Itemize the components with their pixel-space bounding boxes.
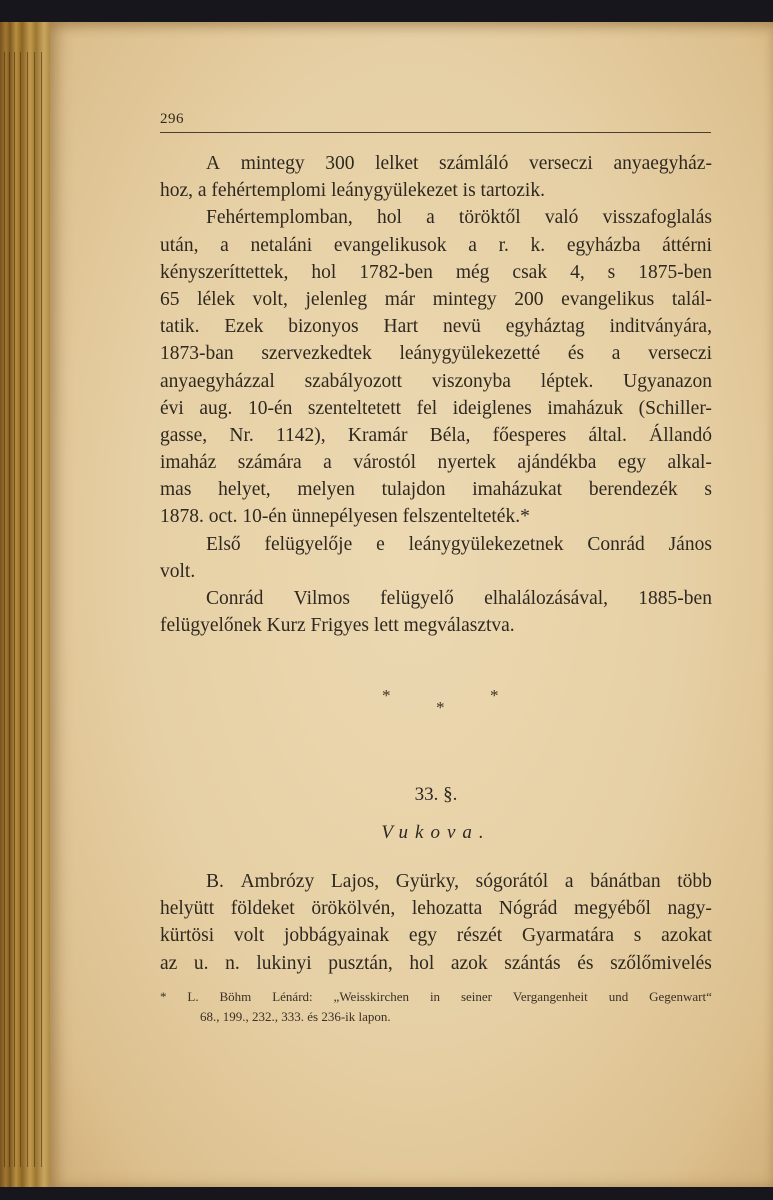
text-line: gasse, Nr. 1142), Kramár Béla, főesperes által. Állandó	[160, 424, 712, 446]
page-edge	[14, 52, 15, 1167]
page-edge	[20, 52, 21, 1167]
separator-star: *	[436, 698, 445, 717]
text-line: 1878. oct. 10-én ünnepélyesen felszentelteték.*	[160, 506, 530, 528]
body-text-upper	[160, 150, 712, 639]
text-line: A mintegy 300 lelket számláló verseczi anyaegyház-	[206, 153, 712, 174]
separator-star: *	[382, 686, 391, 705]
text-line: B. Ambrózy Lajos, Gyürky, sógorától a bánátban több	[206, 871, 712, 892]
footnote-line-1: * L. Böhm Lénárd: „Weisskirchen in seiner Vergangenheit und Gegenwart“	[160, 989, 712, 1004]
body-text-lower	[160, 868, 712, 977]
text-line: felügyelőnek Kurz Frigyes lett megválasztva.	[160, 615, 515, 637]
footnote-line-2: 68., 199., 232., 333. és 236-ik lapon.	[200, 1009, 391, 1024]
text-line: kényszeríttettek, hol 1782-ben még csak 4, s 1875-ben	[160, 261, 712, 283]
text-line: mas helyet, melyen tulajdon imaházukat berendezék s	[160, 479, 712, 501]
text-line: évi aug. 10-én szenteltetett fel ideiglenes imaházuk (Schiller-	[160, 397, 712, 419]
page-edge	[9, 52, 10, 1167]
text-line: Conrád Vilmos felügyelő elhalálozásával, 1885-ben	[206, 588, 712, 609]
text-line: helyütt földeket örökölvén, lehozatta Nógrád megyéből nagy-	[160, 898, 712, 920]
page-edge	[27, 52, 28, 1167]
page-edge	[4, 52, 5, 1167]
header-rule	[160, 132, 711, 133]
page-edge	[41, 52, 42, 1167]
text-line: 65 lélek volt, jelenleg már mintegy 200 evangelikus talál-	[160, 288, 712, 310]
footnote	[160, 987, 712, 1027]
text-line: után, a netaláni evangelikusok a r. k. egyházba áttérni	[160, 234, 712, 256]
text-line: volt.	[160, 560, 196, 582]
text-line: Első felügyelője e leánygyülekezetnek Conrád János	[206, 533, 712, 555]
section-number: 33. §.	[414, 784, 458, 805]
section-title: Vukova.	[381, 822, 491, 843]
separator-star: *	[490, 686, 499, 705]
text-line: hoz, a fehértemplomi leánygyülekezet is tartozik.	[160, 180, 545, 202]
page-number: 296	[160, 111, 184, 127]
page-edge	[34, 52, 35, 1167]
text-line: anyaegyházzal szabályozott viszonyba léptek. Ugyanazon	[160, 370, 712, 392]
text-line: az u. n. lukinyi pusztán, hol azok szántás és szőlőmivelés	[160, 952, 712, 974]
text-line: imaház számára a várostól nyertek ajándékba egy alkal-	[160, 452, 712, 474]
text-line: Fehértemplomban, hol a töröktől való visszafoglalás	[206, 207, 712, 229]
text-line: kürtösi volt jobbágyainak egy részét Gyarmatára s azokat	[160, 925, 712, 947]
section-separator	[360, 686, 520, 716]
text-line: tatik. Ezek bizonyos Hart nevü egyháztag inditványára,	[160, 316, 712, 338]
text-line: 1873-ban szervezkedtek leánygyülekezetté és a verseczi	[160, 343, 712, 365]
